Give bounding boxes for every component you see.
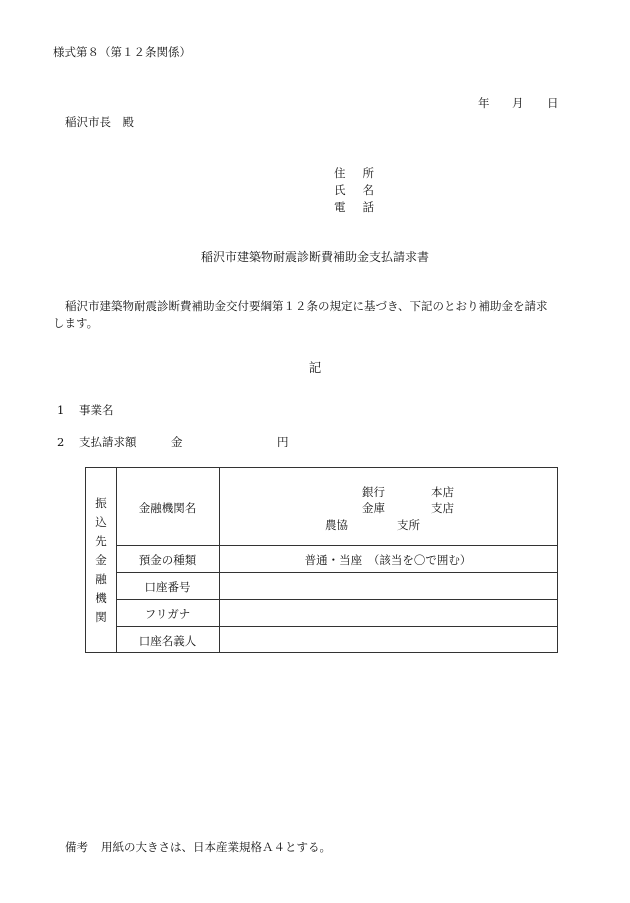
addressee: 稲沢市長 殿 [65,115,134,129]
form-number: 様式第８（第１２条関係） [53,45,191,59]
branch-option-shisho: 支所 [397,518,420,532]
table-divider [116,572,557,573]
table-divider [116,599,557,600]
applicant-phone-label: 電 話 [334,200,374,214]
account-holder-label: 口座名義人 [138,634,197,648]
item-2-yen-label: 円 [277,435,289,449]
institution-name-label: 金融機関名 [138,501,197,515]
date-year-label: 年 [478,96,490,110]
bank-transfer-table [85,467,558,653]
account-number-label: 口座番号 [144,580,191,594]
bank-option-kinko: 金庫 [362,501,385,515]
item-1-number: 1 [57,403,65,417]
item-1-label: 事業名 [79,403,114,417]
item-2-label: 支払請求額 [79,435,137,449]
date-month-label: 月 [512,96,524,110]
branch-option-honten: 本店 [431,485,454,499]
bank-option-nokyo: 農協 [325,518,348,532]
note-label: 備考 [65,840,88,854]
furigana-label: フリガナ [144,607,191,621]
item-2-number: 2 [57,435,65,449]
note-text: 用紙の大きさは、日本産業規格Ａ４とする。 [101,840,331,854]
body-text-line-2: します。 [53,316,99,330]
body-text-line-1: 稲沢市建築物耐震診断費補助金交付要綱第１２条の規定に基づき、下記のとおり補助金を請求 [65,299,548,313]
applicant-address-label: 住 所 [334,166,374,180]
deposit-type-label: 預金の種類 [138,553,197,567]
bank-option-ginko: 銀行 [362,485,385,499]
table-divider [116,545,557,546]
document-title: 稲沢市建築物耐震診断費補助金支払請求書 [200,250,429,264]
branch-option-shiten: 支店 [431,501,454,515]
table-divider [116,626,557,627]
transfer-institution-side-label: 振 込 先 金 融 機 関 [95,495,107,624]
deposit-type-value: 普通・当座 （該当を〇で囲む） [304,553,472,567]
item-2-kin-label: 金 [171,435,183,449]
date-day-label: 日 [547,96,559,110]
ki-heading: 記 [308,360,322,375]
applicant-name-label: 氏 名 [334,183,374,197]
